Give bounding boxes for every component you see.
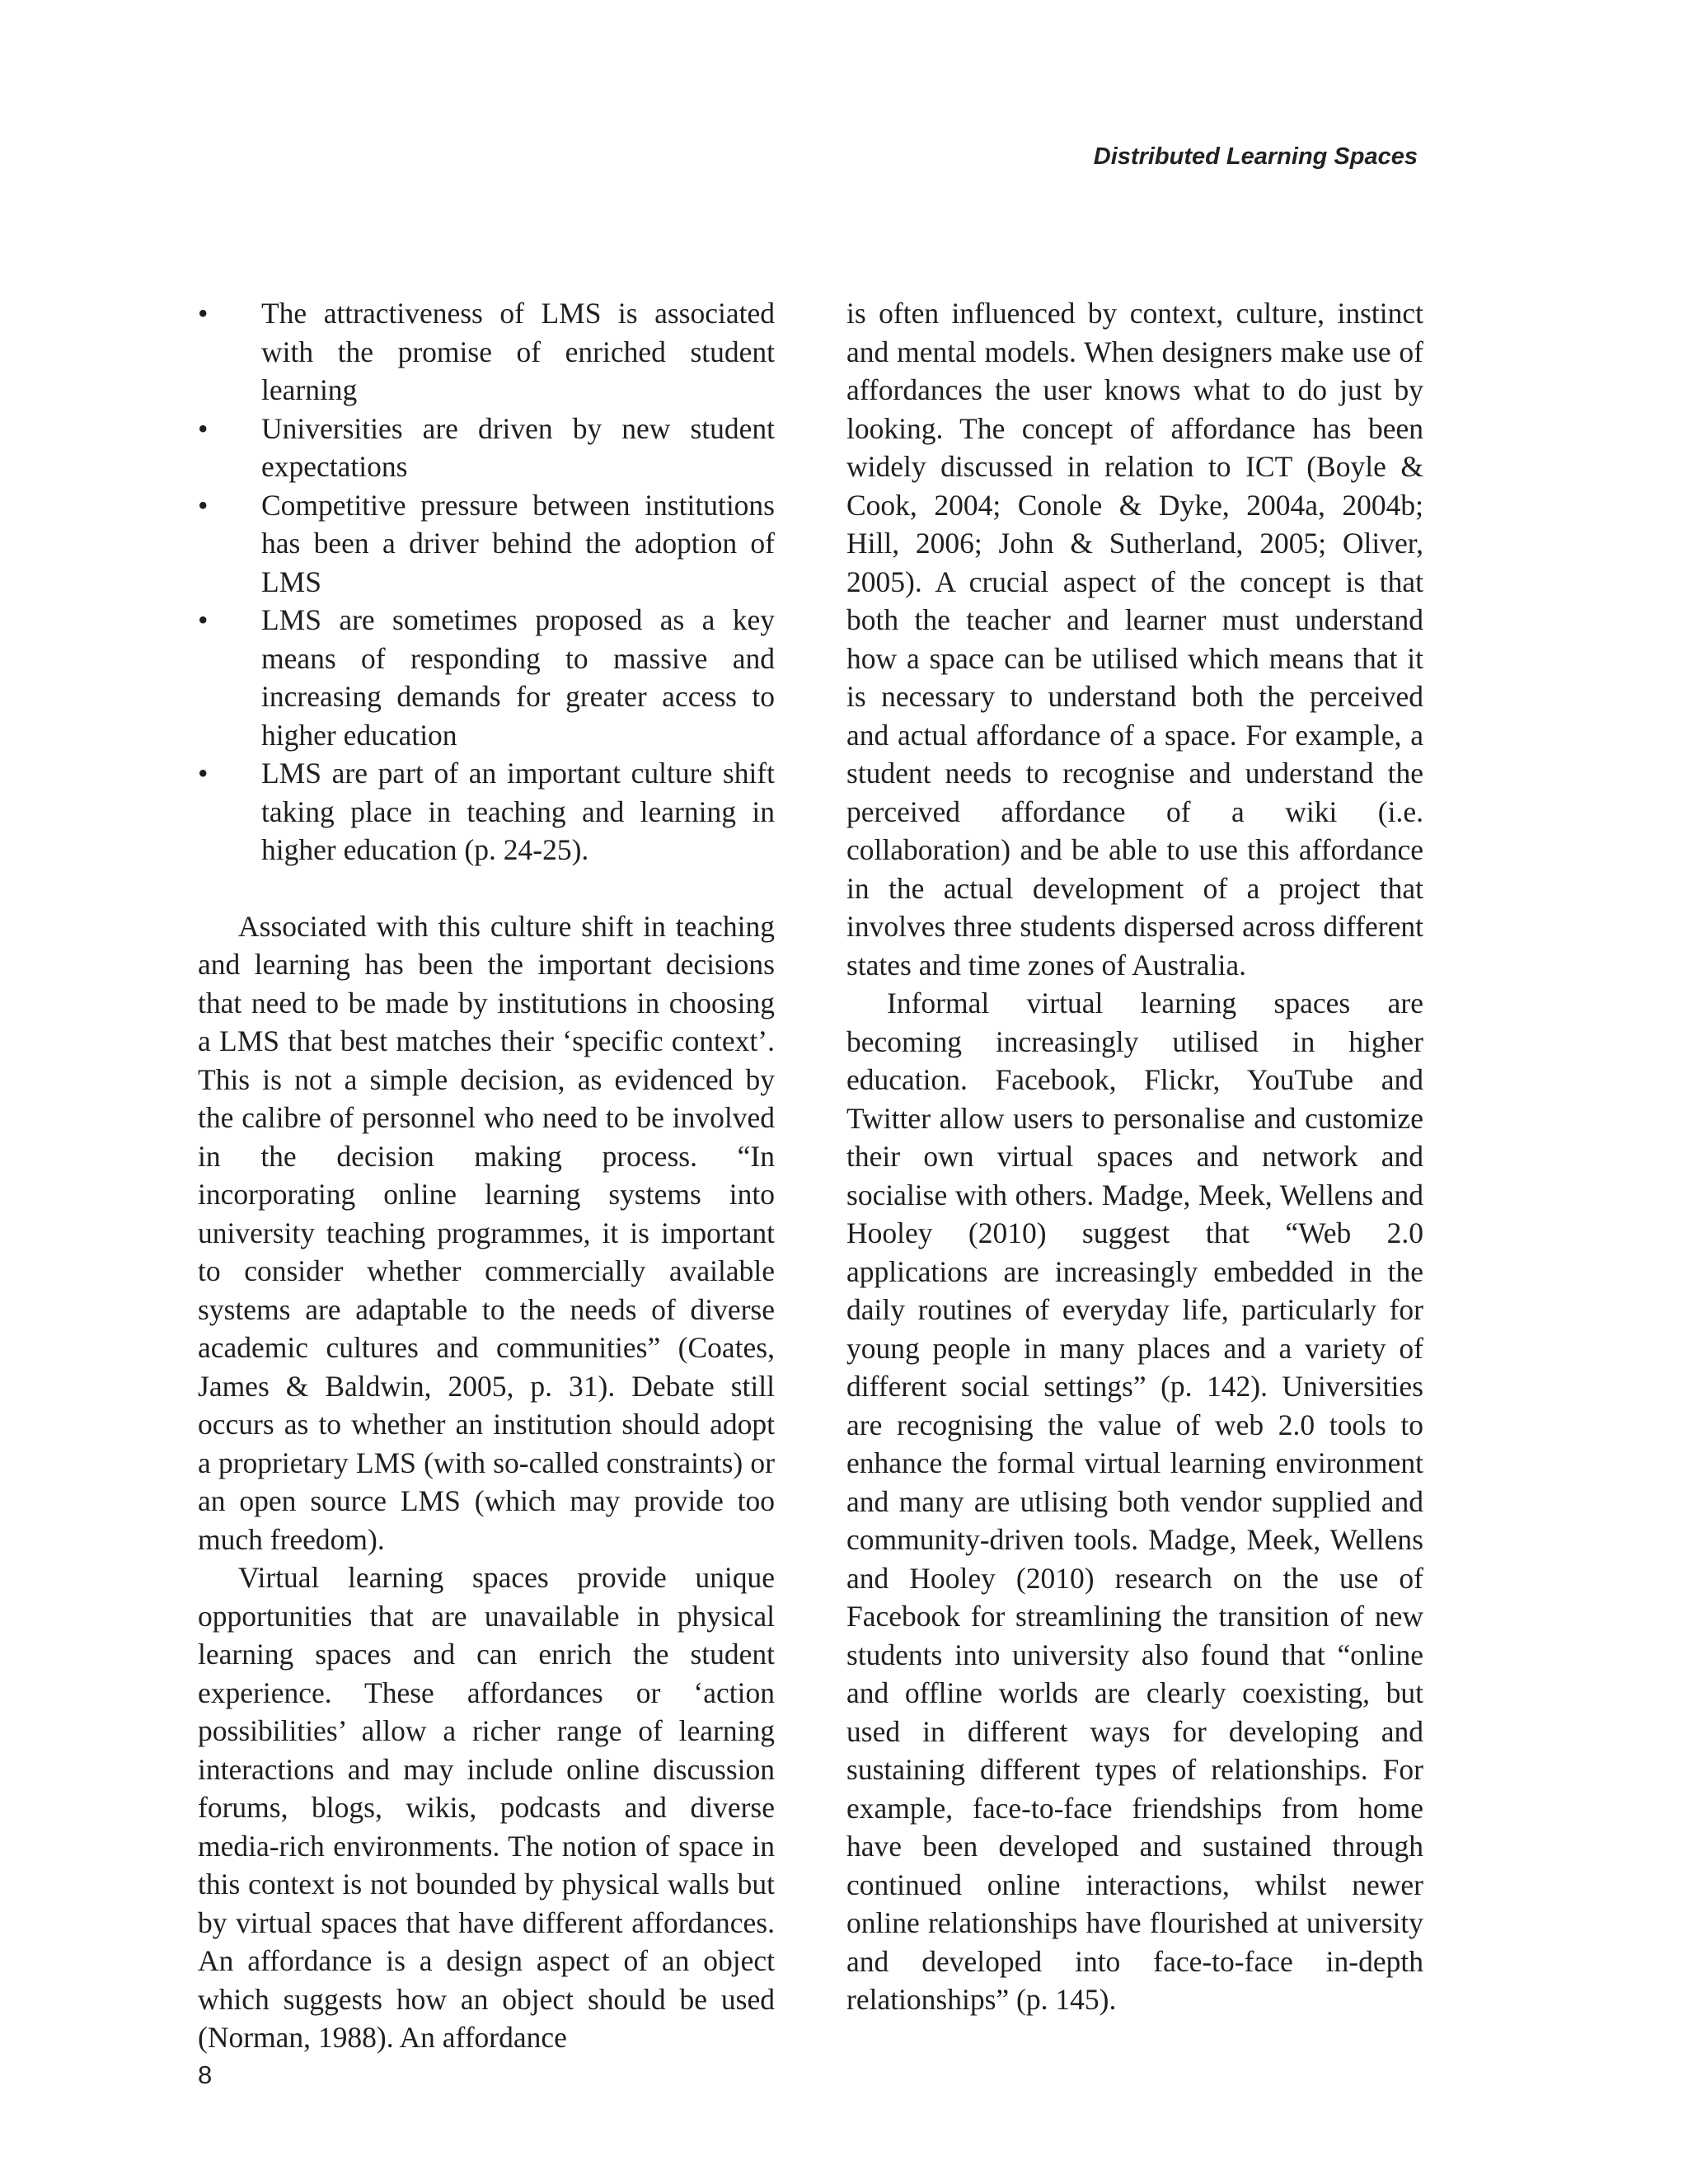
bullet-text: The attractiveness of LMS is associated with the promise of enriched student learning (261, 297, 775, 406)
paragraph-continued: is often influenced by context, culture, instinct and mental models. When designers make use of affordances the user knows what to do just by looking. The concept of affordance has been widely discussed in relation to ICT (Boyle & Cook, 2004; Conole & Dyke, 2004a, 2004b; Hill, 2006; John & Sutherland, 2005; Oliver, 2005). A crucial aspect of the concept is that both the teacher and learner must understand how a space can be utilised which means that it is necessary to understand both the perceived and actual affordance of a space. For example, a student needs to recognise and understand the perceived affordance of a wiki (i.e. collaboration) and be able to use this affordance in the actual development of a project that involves three students dispersed across different states and time zones of Australia. (846, 297, 1423, 982)
paragraph: Virtual learning spaces provide unique opportunities that are unavailable in physical learning spaces and can enrich the student experience. These affordances or ‘action possibilities’ allow a richer range of learning interactions and may include online discussion forums, blogs, wikis, podcasts and diverse media-rich environments. The notion of space in this context is not bounded by physical walls but by virtual spaces that have different affordances. An affordance is a design aspect of an object which suggests how an object should be used (Norman, 1988). An affordance (198, 1561, 775, 2054)
list-item (198, 410, 775, 486)
paragraph: Informal virtual learning spaces are becoming increasingly utilised in higher education. Facebook, Flickr, YouTube and Twitter allow users to personalise and customize their own virtual spaces and network and socialise with others. Madge, Meek, Wellens and Hooley (2010) suggest that “Web 2.0 applications are increasingly embedded in the daily routines of everyday life, particularly for young people in many places and a variety of different social settings” (p. 142). Universities are recognising the value of web 2.0 tools to enhance the formal virtual learning environment and many are utlising both vendor supplied and community-driven tools. Madge, Meek, Wellens and Hooley (2010) research on the use of Facebook for streamlining the transition of new students into university also found that “online and offline worlds are clearly coexisting, but used in different ways for developing and sustaining different types of relationships. For example, face-to-face friendships from home have been developed and sustained through continued online interactions, whilst newer online relationships have flourished at university and developed into face-to-face in-depth relationships” (p. 145). (846, 987, 1423, 2016)
bullet-text: LMS are part of an important culture shift taking place in teaching and learning in higher education (p. 24-25). (261, 757, 775, 866)
bullet-text: Competitive pressure between institutions has been a driver behind the adoption of LMS (261, 488, 775, 598)
page-number: 8 (198, 2060, 213, 2089)
list-item (198, 754, 775, 869)
running-title: Distributed Learning Spaces (1093, 143, 1418, 170)
bullet-icon: • (198, 411, 209, 445)
list-item (198, 486, 775, 602)
bullet-text: LMS are sometimes proposed as a key means of responding to massive and increasing demands for greater access to higher education (261, 603, 775, 752)
bullet-list (198, 294, 775, 869)
bullet-icon: • (198, 488, 209, 522)
bullet-icon: • (198, 297, 209, 330)
bullet-icon: • (198, 757, 209, 790)
left-column (198, 294, 775, 2057)
list-item (198, 601, 775, 754)
list-item (198, 294, 775, 410)
right-column (846, 294, 1423, 2019)
bullet-icon: • (198, 603, 209, 636)
paragraph: Associated with this culture shift in teaching and learning has been the important decisions that need to be made by institutions in choosing a LMS that best matches their ‘specific context’. This is not a simple decision, as evidenced by the calibre of personnel who need to be involved in the decision making process. “In incorporating online learning systems into university teaching programmes, it is important to consider whether commercially available systems are adaptable to the needs of diverse academic cultures and communities” (Coates, James & Baldwin, 2005, p. 31). Debate still occurs as to whether an institution should adopt a proprietary LMS (with so-called constraints) or an open source LMS (which may provide too much freedom). (198, 909, 775, 1556)
bullet-text: Universities are driven by new student expectations (261, 411, 775, 483)
